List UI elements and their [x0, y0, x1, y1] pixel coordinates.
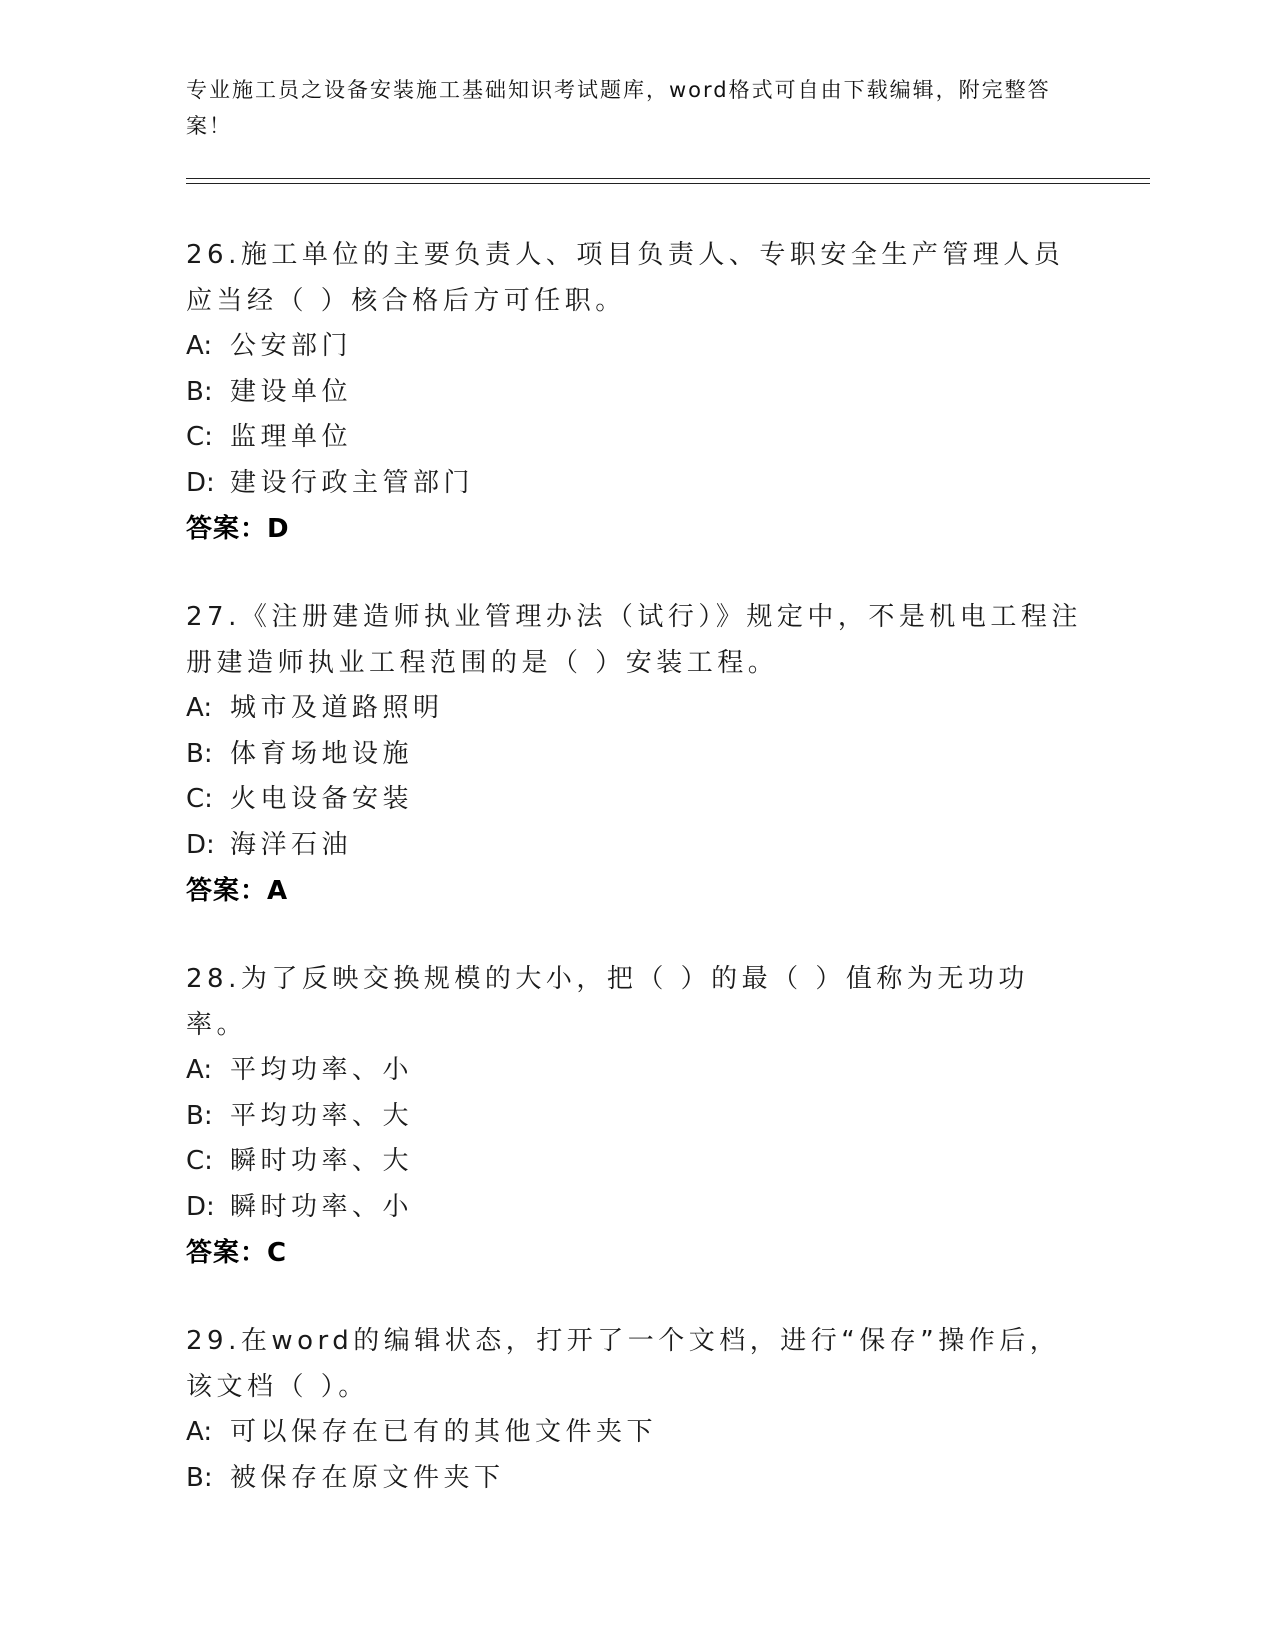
option-letter: C: [186, 1146, 213, 1176]
option-letter: B: [186, 738, 213, 769]
option-b [186, 370, 1086, 416]
option-letter: D: [186, 1191, 215, 1222]
option-b [186, 732, 1086, 778]
option-text: 体育场地设施 [230, 738, 414, 769]
answer-line: 答案：C [186, 1238, 288, 1268]
option-c [186, 415, 1086, 461]
option-d [186, 1185, 1086, 1231]
header-divider-top [186, 178, 1150, 179]
option-letter: A: [186, 1417, 213, 1447]
option-text: 监理单位 [230, 422, 353, 452]
option-c [186, 1139, 1086, 1185]
question-item [186, 956, 1086, 1276]
option-text: 可以保存在已有的其他文件夹下 [230, 1417, 658, 1447]
option-a [186, 1410, 1086, 1456]
question-text: 27.《注册建造师执业管理办法（试行）》规定中，不是机电工程注册建造师执业工程范围的是（ ）安装工程。 [186, 602, 1082, 678]
option-text: 海洋石油 [230, 829, 353, 860]
option-a [186, 686, 1086, 732]
option-a [186, 324, 1086, 370]
question-text: 26.施工单位的主要负责人、项目负责人、专职安全生产管理人员应当经（ ）核合格后方可任职。 [186, 240, 1065, 316]
option-c [186, 777, 1086, 823]
option-letter: B: [186, 1100, 213, 1131]
option-text: 火电设备安装 [230, 784, 414, 814]
option-text: 城市及道路照明 [230, 693, 444, 723]
header-divider-bottom [186, 183, 1150, 184]
option-letter: C: [186, 784, 213, 814]
question-list [186, 232, 1086, 1543]
option-letter: B: [186, 376, 213, 407]
question-text: 28.为了反映交换规模的大小，把（ ）的最（ ）值称为无功功率。 [186, 964, 1029, 1040]
option-letter: A: [186, 693, 213, 723]
option-text: 公安部门 [230, 331, 353, 361]
option-d [186, 823, 1086, 869]
option-letter: B: [186, 1462, 213, 1493]
option-letter: A: [186, 1055, 213, 1085]
option-b [186, 1456, 1086, 1502]
header-note: 专业施工员之设备安装施工基础知识考试题库，word格式可自由下载编辑，附完整答案！ [186, 78, 1051, 138]
option-letter: D: [186, 829, 215, 860]
option-letter: C: [186, 422, 213, 452]
question-item [186, 594, 1086, 914]
option-text: 瞬时功率、大 [230, 1146, 414, 1176]
question-text: 29.在word的编辑状态，打开了一个文档，进行“保存”操作后，该文档（ ）。 [186, 1326, 1061, 1402]
option-a [186, 1048, 1086, 1094]
option-text: 瞬时功率、小 [230, 1191, 414, 1222]
option-text: 被保存在原文件夹下 [230, 1462, 505, 1493]
option-text: 平均功率、大 [230, 1100, 414, 1131]
option-letter: D: [186, 467, 215, 498]
question-item [186, 1318, 1086, 1501]
answer-line: 答案：A [186, 876, 289, 906]
option-text: 平均功率、小 [230, 1055, 414, 1085]
question-item [186, 232, 1086, 552]
option-b [186, 1094, 1086, 1140]
option-text: 建设单位 [230, 376, 353, 407]
option-text: 建设行政主管部门 [230, 467, 475, 498]
option-d [186, 461, 1086, 507]
option-letter: A: [186, 331, 213, 361]
answer-line: 答案：D [186, 514, 290, 544]
